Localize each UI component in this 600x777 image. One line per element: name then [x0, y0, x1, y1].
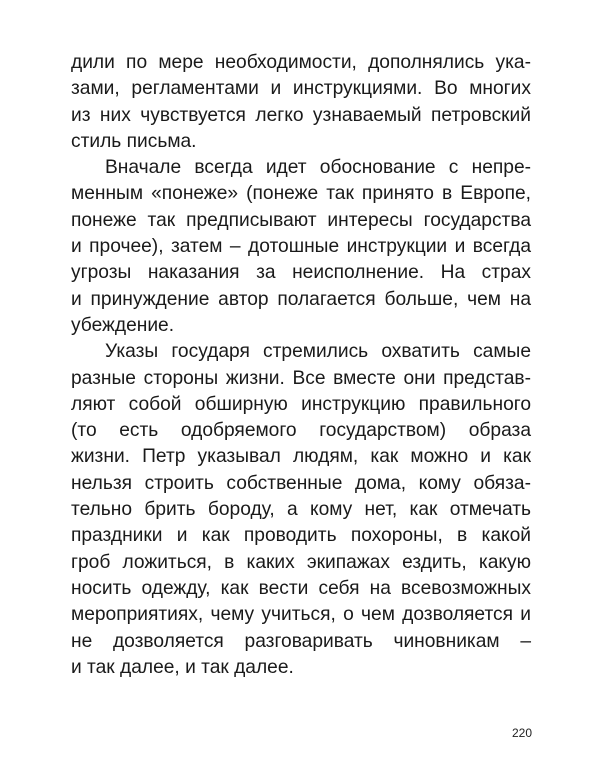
text-line: (то есть одобряемого государством) образа [71, 420, 531, 442]
text-line: жизни. Петр указывал людям, как можно и как [71, 446, 531, 468]
text-line: нельзя строить собственные дома, кому обяза- [71, 472, 531, 494]
text-line: тельно брить бороду, а кому нет, как отмечать [71, 499, 531, 521]
text-line: не дозволяется разговаривать чиновникам – [71, 630, 531, 652]
page-number: 220 [511, 726, 532, 740]
text-line: дили по мере необходимости, дополнялись ука- [71, 52, 531, 73]
text-line: зами, регламентами и инструкциями. Во многих [71, 78, 531, 100]
text-line: стиль письма. [71, 130, 197, 152]
text-line: Указы государя стремились охватить самые [105, 341, 531, 363]
text-line: праздники и как проводить похороны, в какой [71, 525, 531, 547]
text-line: убеждение. [71, 314, 175, 336]
text-line: понеже так предписывают интересы государства [71, 209, 531, 231]
body-text [71, 50, 531, 681]
text-line: менным «понеже» (понеже так принято в Европе, [71, 183, 531, 205]
text-line: и так далее, и так далее. [71, 656, 294, 678]
text-line: Вначале всегда идет обоснование с непре- [105, 157, 531, 179]
text-line: мероприятиях, чему учиться, о чем дозволяется и [71, 604, 531, 626]
text-line: гроб ложиться, в каких экипажах ездить, какую [71, 551, 531, 573]
text-line: носить одежду, как вести себя на всевозможных [71, 577, 531, 599]
text-line: ляют собой обширную инструкцию правильного [71, 393, 531, 415]
text-line: разные стороны жизни. Все вместе они представ- [71, 367, 531, 389]
text-line: из них чувствуется легко узнаваемый петровский [71, 104, 531, 126]
text-line: и прочее), затем – дотошные инструкции и всегда [71, 236, 531, 258]
text-line: угрозы наказания за неисполнение. На страх [71, 262, 531, 284]
text-line: и принуждение автор полагается больше, чем на [71, 288, 531, 310]
